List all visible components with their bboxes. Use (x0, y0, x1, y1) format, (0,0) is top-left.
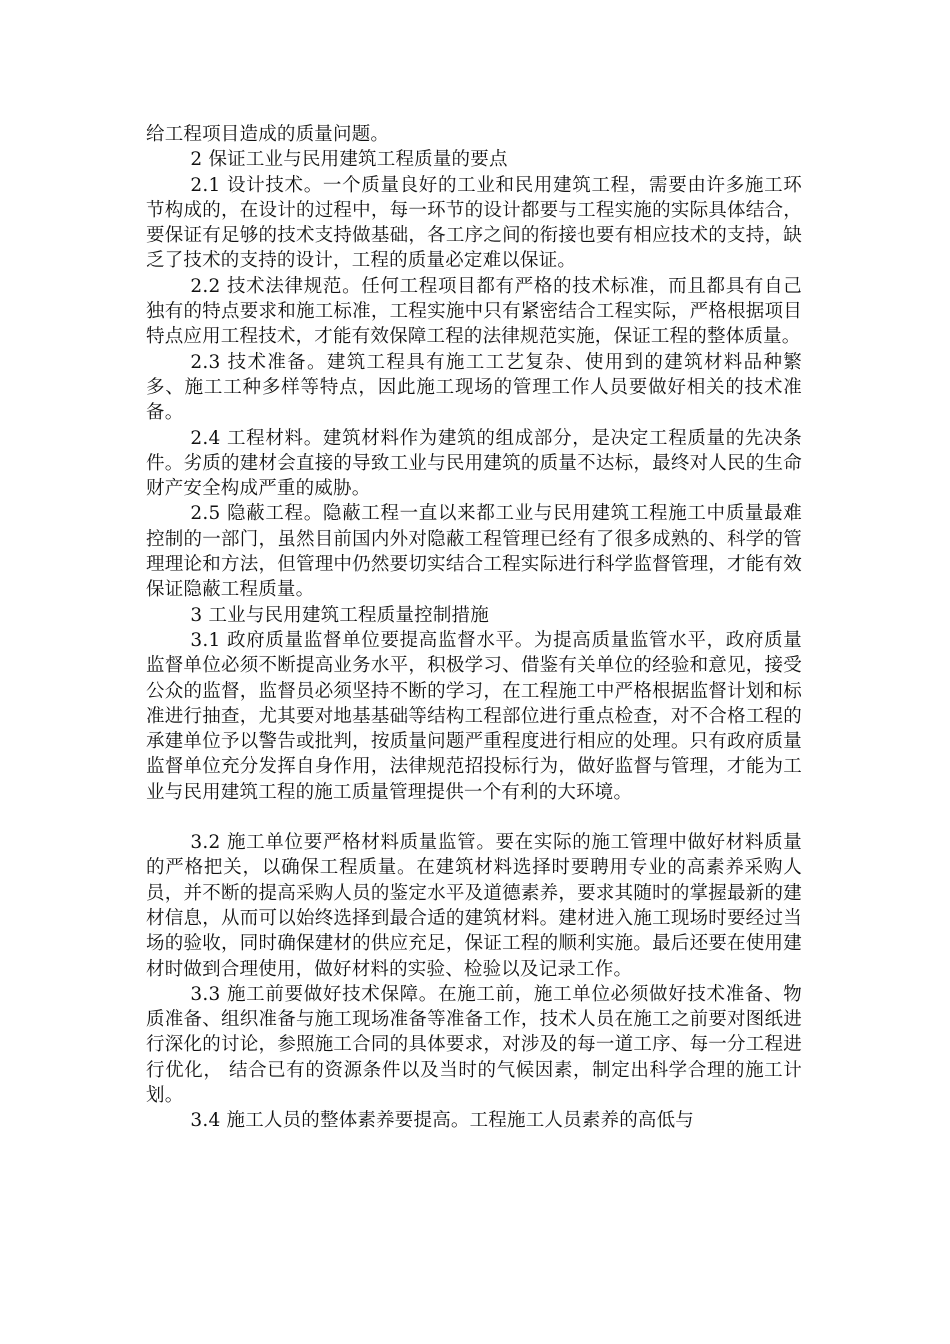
paragraph-2-2: 2.2 技术法律规范。任何工程项目都有严格的技术标准，而且都具有自己独有的特点要求和施工标准，工程实施中只有紧密结合工程实际，严格根据项目特点应用工程技术，才能有效保障工程的法律规范实施，保证工程的整体质量。 (146, 275, 802, 348)
paragraph-2-3: 2.3 技术准备。建筑工程具有施工工艺复杂、使用到的建筑材料品种繁多、施工工种多样等特点，因此施工现场的管理工作人员要做好相关的技术准备。 (146, 351, 802, 424)
paragraph-2-1: 2.1 设计技术。一个质量良好的工业和民用建筑工程，需要由许多施工环节构成的，在设计的过程中，每一环节的设计都要与工程实施的实际具体结合，要保证有足够的技术支持做基础，各工序之间的衔接也要有相应技术的支持，缺乏了技术的支持的设计，工程的质量必定难以保证。 (146, 174, 802, 272)
paragraph-3-4: 3.4 施工人员的整体素养要提高。工程施工人员素养的高低与 (190, 1110, 694, 1132)
section-heading-3: 3 工业与民用建筑工程质量控制措施 (190, 604, 489, 626)
paragraph-2-5: 2.5 隐蔽工程。隐蔽工程一直以来都工业与民用建筑工程施工中质量最难控制的一部门，虽然目前国内外对隐蔽工程管理已经有了很多成熟的、科学的管理理论和方法，但管理中仍然要切实结合工程实际进行科学监督管理，才能有效保证隐蔽工程质量。 (146, 503, 802, 601)
document-page (146, 122, 802, 1134)
paragraph-3-3: 3.3 施工前要做好技术保障。在施工前，施工单位必须做好技术准备、物质准备、组织准备与施工现场准备等准备工作，技术人员在施工之前要对图纸进行深化的讨论，参照施工合同的具体要求，对涉及的每一道工序、每一分工程进行优化， 结合已有的资源条件以及当时的气候因素，制定出科学合理的施工计划。 (146, 983, 802, 1106)
paragraph-continuation: 给工程项目造成的质量问题。 (146, 124, 390, 145)
paragraph-3-2: 3.2 施工单位要严格材料质量监管。要在实际的施工管理中做好材料质量的严格把关，以确保工程质量。在建筑材料选择时要聘用专业的高素养采购人员，并不断的提高采购人员的鉴定水平及道德素养，要求其随时的掌握最新的建材信息，从而可以始终选择到最合适的建筑材料。建材进入施工现场时要经过当场的验收，同时确保建材的供应充足，保证工程的顺利实施。最后还要在使用建材时做到合理使用，做好材料的实验、检验以及记录工作。 (146, 832, 802, 980)
paragraph-3-1: 3.1 政府质量监督单位要提高监督水平。为提高质量监管水平，政府质量监督单位必须不断提高业务水平，积极学习、借鉴有关单位的经验和意见，接受公众的监督，监督员必须坚持不断的学习，在工程施工中严格根据监督计划和标准进行抽查，尤其要对地基基础等结构工程部位进行重点检查，对不合格工程的承建单位予以警告或批判，按质量问题严重程度进行相应的处理。只有政府质量监督单位充分发挥自身作用，法律规范招投标行为，做好监督与管理，才能为工业与民用建筑工程的施工质量管理提供一个有利的大环境。 (146, 629, 802, 803)
section-heading-2: 2 保证工业与民用建筑工程质量的要点 (190, 149, 508, 171)
paragraph-2-4: 2.4 工程材料。建筑材料作为建筑的组成部分，是决定工程质量的先决条件。劣质的建材会直接的导致工业与民用建筑的质量不达标，最终对人民的生命财产安全构成严重的威胁。 (146, 427, 802, 500)
